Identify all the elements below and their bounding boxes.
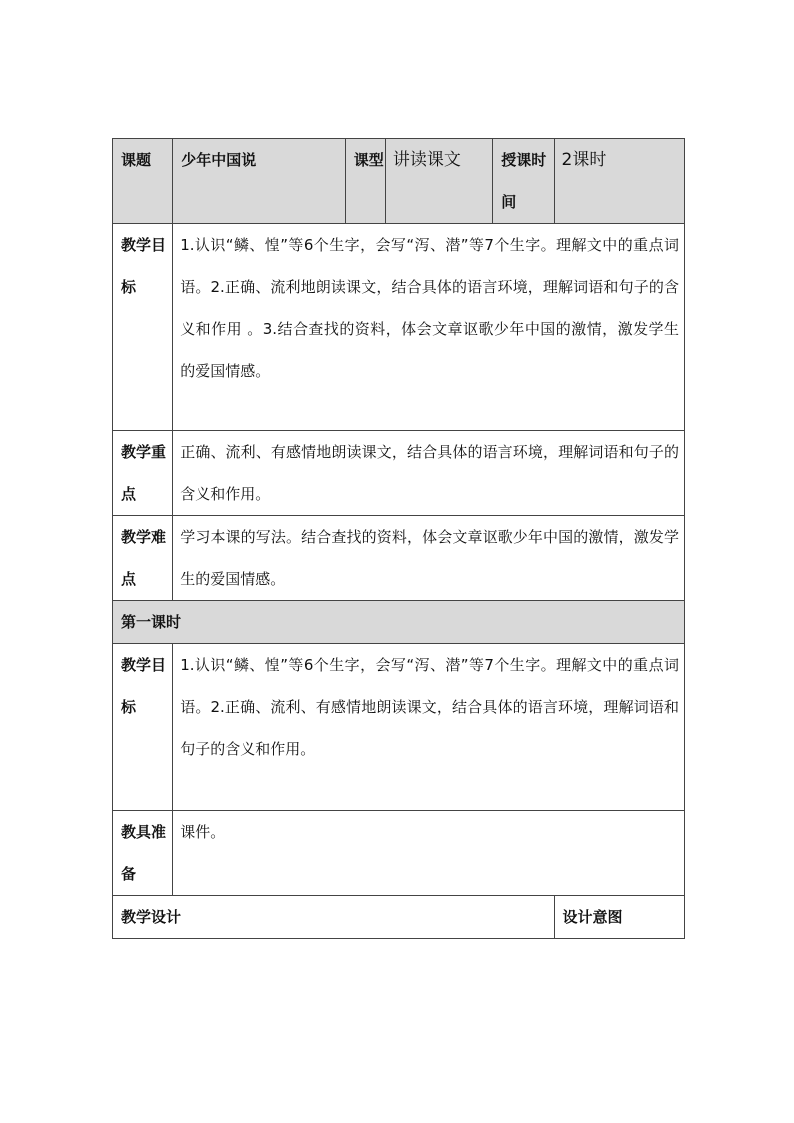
footer-row bbox=[113, 896, 685, 939]
time-value: 2课时 bbox=[554, 139, 685, 224]
difficulties-label: 教学难点 bbox=[113, 516, 173, 601]
lesson-plan-table bbox=[112, 138, 685, 939]
key-points-label: 教学重点 bbox=[113, 431, 173, 516]
design-label: 教学设计 bbox=[113, 896, 555, 939]
key-points-row bbox=[113, 431, 685, 516]
prep-label: 教具准备 bbox=[113, 811, 173, 896]
header-row bbox=[113, 139, 685, 224]
lesson-objectives-label: 教学目标 bbox=[113, 644, 173, 811]
objectives-text: 1.认识“鳞、惶”等6个生字，会写“泻、潜”等7个生字。理解文中的重点词语。2.正确、流利地朗读课文，结合具体的语言环境，理解词语和句子的含义和作用 。3.结合查找的资料，体会文章讴歌少年中国的激情，激发学生的爱国情感。 bbox=[173, 224, 685, 431]
intent-label: 设计意图 bbox=[554, 896, 685, 939]
lesson-objectives-text: 1.认识“鳞、惶”等6个生字，会写“泻、潜”等7个生字。理解文中的重点词语。2.正确、流利、有感情地朗读课文，结合具体的语言环境，理解词语和句子的含义和作用。 bbox=[173, 644, 685, 811]
difficulties-row bbox=[113, 516, 685, 601]
lesson-title: 第一课时 bbox=[113, 601, 685, 644]
topic-value: 少年中国说 bbox=[173, 139, 346, 224]
difficulties-text: 学习本课的写法。结合查找的资料，体会文章讴歌少年中国的激情，激发学生的爱国情感。 bbox=[173, 516, 685, 601]
prep-text: 课件。 bbox=[173, 811, 685, 896]
objectives-row bbox=[113, 224, 685, 431]
type-label: 课型 bbox=[345, 139, 385, 224]
lesson-objectives-row bbox=[113, 644, 685, 811]
type-value: 讲读课文 bbox=[385, 139, 492, 224]
time-label: 授课时间 bbox=[493, 139, 554, 224]
lesson-title-row bbox=[113, 601, 685, 644]
topic-label: 课题 bbox=[113, 139, 173, 224]
objectives-label: 教学目标 bbox=[113, 224, 173, 431]
prep-row bbox=[113, 811, 685, 896]
key-points-text: 正确、流利、有感情地朗读课文，结合具体的语言环境，理解词语和句子的含义和作用。 bbox=[173, 431, 685, 516]
